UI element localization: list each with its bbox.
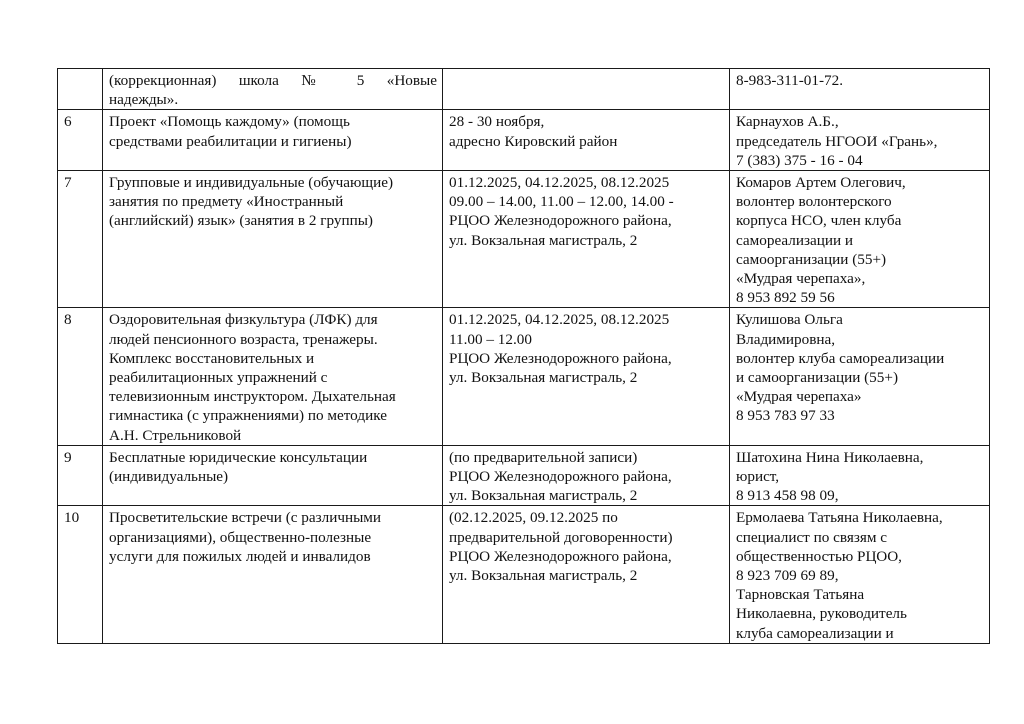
table-row — [58, 110, 990, 171]
event-date-place — [443, 69, 730, 110]
event-description: Проект «Помощь каждому» (помощь средствами реабилитации и гигиены) — [103, 110, 443, 171]
event-description-line: (коррекционная) школа № 5 «Новые — [109, 72, 437, 89]
table-row — [58, 445, 990, 506]
event-contact: Ермолаева Татьяна Николаевна, специалист по связям с общественностью РЦОО, 8 923 709 69 89, Тарновская Татьяна Николаевна, руководитель клуба самореализации и — [730, 506, 990, 643]
row-number: 9 — [58, 445, 103, 506]
event-contact: 8-983-311-01-72. — [730, 69, 990, 110]
event-contact: Комаров Артем Олегович, волонтер волонтерского корпуса НСО, член клуба самореализации и самоорганизации (55+) «Мудрая черепаха», 8 953 892 59 56 — [730, 171, 990, 308]
event-description: Оздоровительная физкультура (ЛФК) для людей пенсионного возраста, тренажеры. Комплекс восстановительных и реабилитационных упражнений с телевизионным инструктором. Дыхательная гимнастика (с упражнениями) по методике А.Н. Стрельниковой — [103, 308, 443, 445]
event-description — [103, 69, 443, 110]
event-contact: Карнаухов А.Б., председатель НГООИ «Грань», 7 (383) 375 - 16 - 04 — [730, 110, 990, 171]
event-description: Бесплатные юридические консультации (индивидуальные) — [103, 445, 443, 506]
events-table — [57, 68, 990, 644]
row-number: 7 — [58, 171, 103, 308]
table-row — [58, 171, 990, 308]
row-number: 10 — [58, 506, 103, 643]
event-contact: Кулишова Ольга Владимировна, волонтер клуба самореализации и самоорганизации (55+) «Мудрая черепаха» 8 953 783 97 33 — [730, 308, 990, 445]
event-contact: Шатохина Нина Николаевна, юрист, 8 913 458 98 09, — [730, 445, 990, 506]
table-row — [58, 308, 990, 445]
event-date-place: (по предварительной записи) РЦОО Железнодорожного района, ул. Вокзальная магистраль, 2 — [443, 445, 730, 506]
event-date-place: (02.12.2025, 09.12.2025 по предварительной договоренности) РЦОО Железнодорожного района, ул. Вокзальная магистраль, 2 — [443, 506, 730, 643]
table-row — [58, 69, 990, 110]
event-date-place: 01.12.2025, 04.12.2025, 08.12.2025 11.00 – 12.00 РЦОО Железнодорожного района, ул. Вокзальная магистраль, 2 — [443, 308, 730, 445]
row-number: 6 — [58, 110, 103, 171]
event-description: Групповые и индивидуальные (обучающие) занятия по предмету «Иностранный (английский) язык» (занятия в 2 группы) — [103, 171, 443, 308]
row-number — [58, 69, 103, 110]
row-number: 8 — [58, 308, 103, 445]
event-date-place: 01.12.2025, 04.12.2025, 08.12.2025 09.00 – 14.00, 11.00 – 12.00, 14.00 - РЦОО Железнодорожного района, ул. Вокзальная магистраль, 2 — [443, 171, 730, 308]
event-description: Просветительские встречи (с различными организациями), общественно-полезные услуги для пожилых людей и инвалидов — [103, 506, 443, 643]
table-row — [58, 506, 990, 643]
event-date-place: 28 - 30 ноября, адресно Кировский район — [443, 110, 730, 171]
event-description-line: надежды». — [109, 91, 179, 109]
